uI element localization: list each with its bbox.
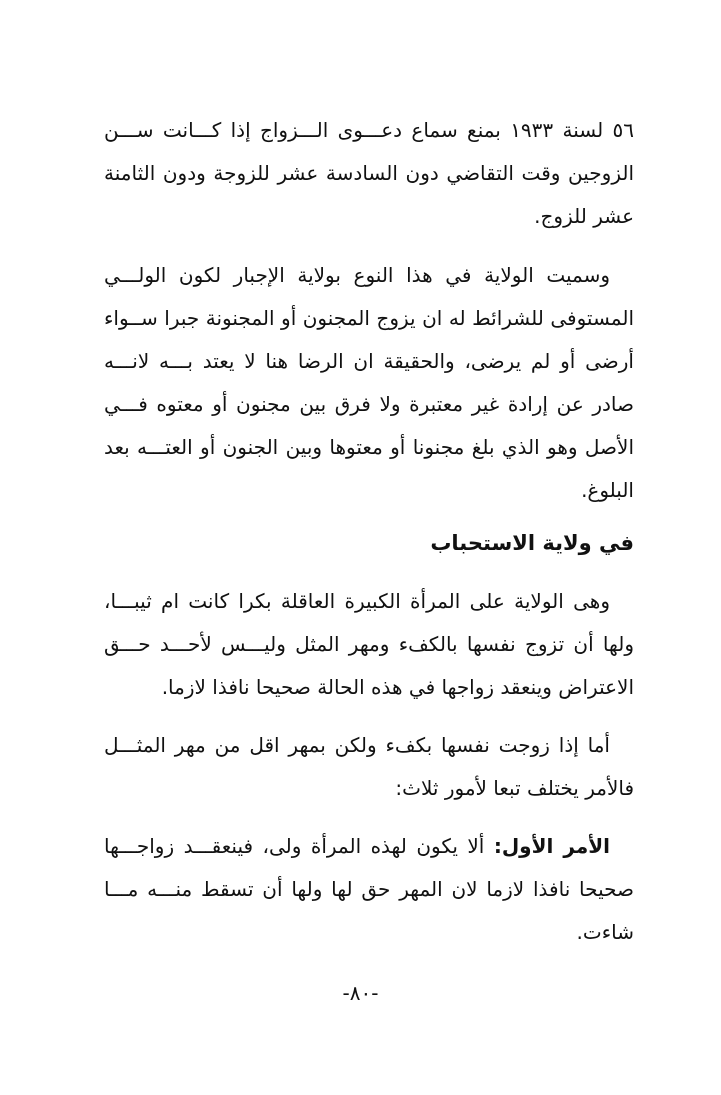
- paragraph-text: وسميت الولاية في هذا النوع بولاية الإجبار لكون الولـــي المستوفى للشرائط له ان يزوج المجنون أو المجنونة جبرا ســواء أرضى أو لم يرضى، والحقيقة ان الرضا هنا لا يعتد بـــه لانـــه صادر عن إرادة غير معتبرة ولا فرق بين مجنون أو معتوه فـــي الأصل وهو الذي بلغ مجنونا أو معتوها وبين الجنون أو العتـــه بعد البلوغ.: [104, 263, 634, 502]
- paragraph-text: أما إذا زوجت نفسها بكفء ولكن بمهر اقل من مهر المثـــل فالأمر يختلف تبعا لأمور ثلاث:: [104, 733, 634, 800]
- paragraph-text: ٥٦ لسنة ١٩٣٣ بمنع سماع دعـــوى الـــزواج إذا كـــانت ســـن الزوجين وقت التقاضي دون السادسة عشر للزوجة ودون الثامنة عشر للزوج.: [104, 118, 634, 228]
- first-matter-label: الأمر الأول:: [493, 834, 610, 858]
- section-heading: في ولاية الاستحباب: [430, 531, 634, 555]
- paragraph-text: وهى الولاية على المرأة الكبيرة العاقلة بكرا كانت ام ثيبـــا، ولها أن تزوج نفسها بالكفء ومهر المثل وليـــس لأحـــد حـــق الاعتراض وينعقد زواجها في هذه الحالة صحيحا نافذا لازما.: [104, 589, 634, 699]
- paragraph-lesser-dowry: [104, 724, 634, 810]
- paragraph-text: ألا يكون لهذه المرأة ولى، فينعقـــد زواجـــها صحيحا نافذا لازما لان المهر حق لها ولها أن تسقط منـــه مـــا شاءت.: [104, 834, 634, 944]
- paragraph-preference-guardianship: [104, 580, 634, 709]
- paragraph-law-reference: [104, 109, 634, 238]
- page-number: -٨٠-: [342, 981, 379, 1005]
- paragraph-compulsion-guardianship: [104, 254, 634, 512]
- paragraph-first-matter: [104, 825, 634, 954]
